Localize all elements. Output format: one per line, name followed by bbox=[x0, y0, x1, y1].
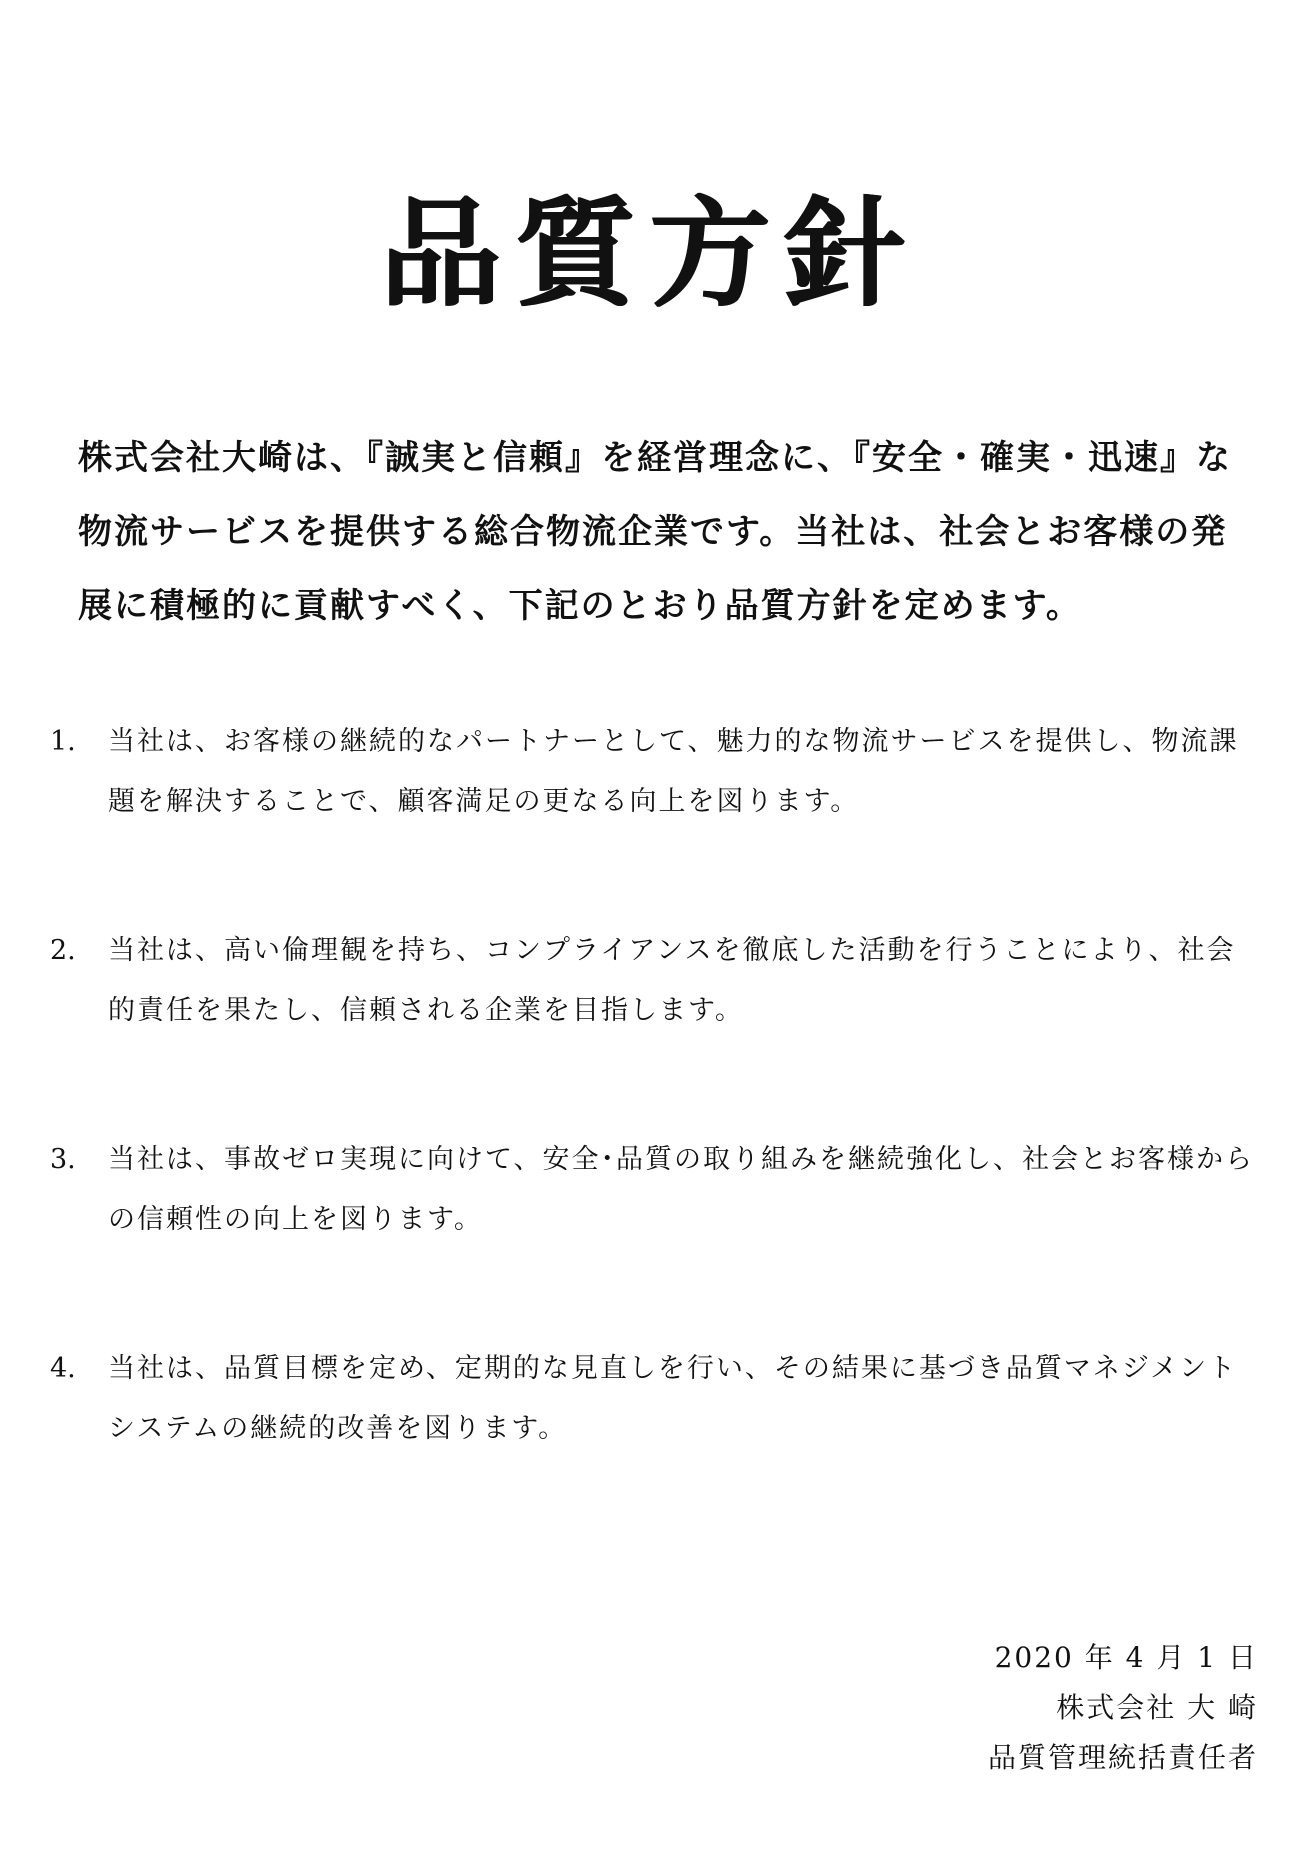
policy-text: 当社は、品質目標を定め、定期的な見直しを行い、その結果に基づき品質マネジメントシステムの継続的改善を図ります。 bbox=[108, 1353, 1238, 1444]
policy-number: 3. bbox=[50, 1144, 76, 1175]
signature-block bbox=[838, 1633, 1258, 1783]
responsible-role: 品質管理統括責任者 bbox=[987, 1741, 1258, 1774]
policy-text: 当社は、お客様の継続的なパートナーとして、魅力的な物流サービスを提供し、物流課題を解決することで、顧客満足の更なる向上を図ります。 bbox=[108, 726, 1239, 817]
policy-number: 4. bbox=[50, 1353, 76, 1384]
policy-item bbox=[50, 1130, 1260, 1250]
document-title: 品質方針 bbox=[380, 184, 920, 324]
issue-date: 2020 年 4 月 1 日 bbox=[994, 1641, 1258, 1674]
policy-item bbox=[50, 921, 1260, 1041]
policy-number: 1. bbox=[50, 726, 76, 757]
policy-item bbox=[50, 712, 1260, 832]
policy-item bbox=[50, 1339, 1260, 1459]
company-name: 株式会社 大 崎 bbox=[1056, 1691, 1258, 1724]
policy-text: 当社は、高い倫理観を持ち、コンプライアンスを徹底した活動を行うことにより、社会的責任を果たし、信頼される企業を目指します。 bbox=[108, 935, 1236, 1026]
intro-paragraph: 株式会社大崎は、『誠実と信頼』を経営理念に、『安全・確実・迅速』な物流サービスを提供する総合物流企業です。当社は、社会とお客様の発展に積極的に貢献すべく、下記のとおり品質方針を定めます。 bbox=[78, 438, 1232, 626]
policy-list bbox=[50, 712, 1260, 1548]
policy-number: 2. bbox=[50, 935, 76, 966]
policy-text: 当社は、事故ゼロ実現に向けて、安全･品質の取り組みを継続強化し、社会とお客様からの信頼性の向上を図ります。 bbox=[108, 1144, 1254, 1235]
